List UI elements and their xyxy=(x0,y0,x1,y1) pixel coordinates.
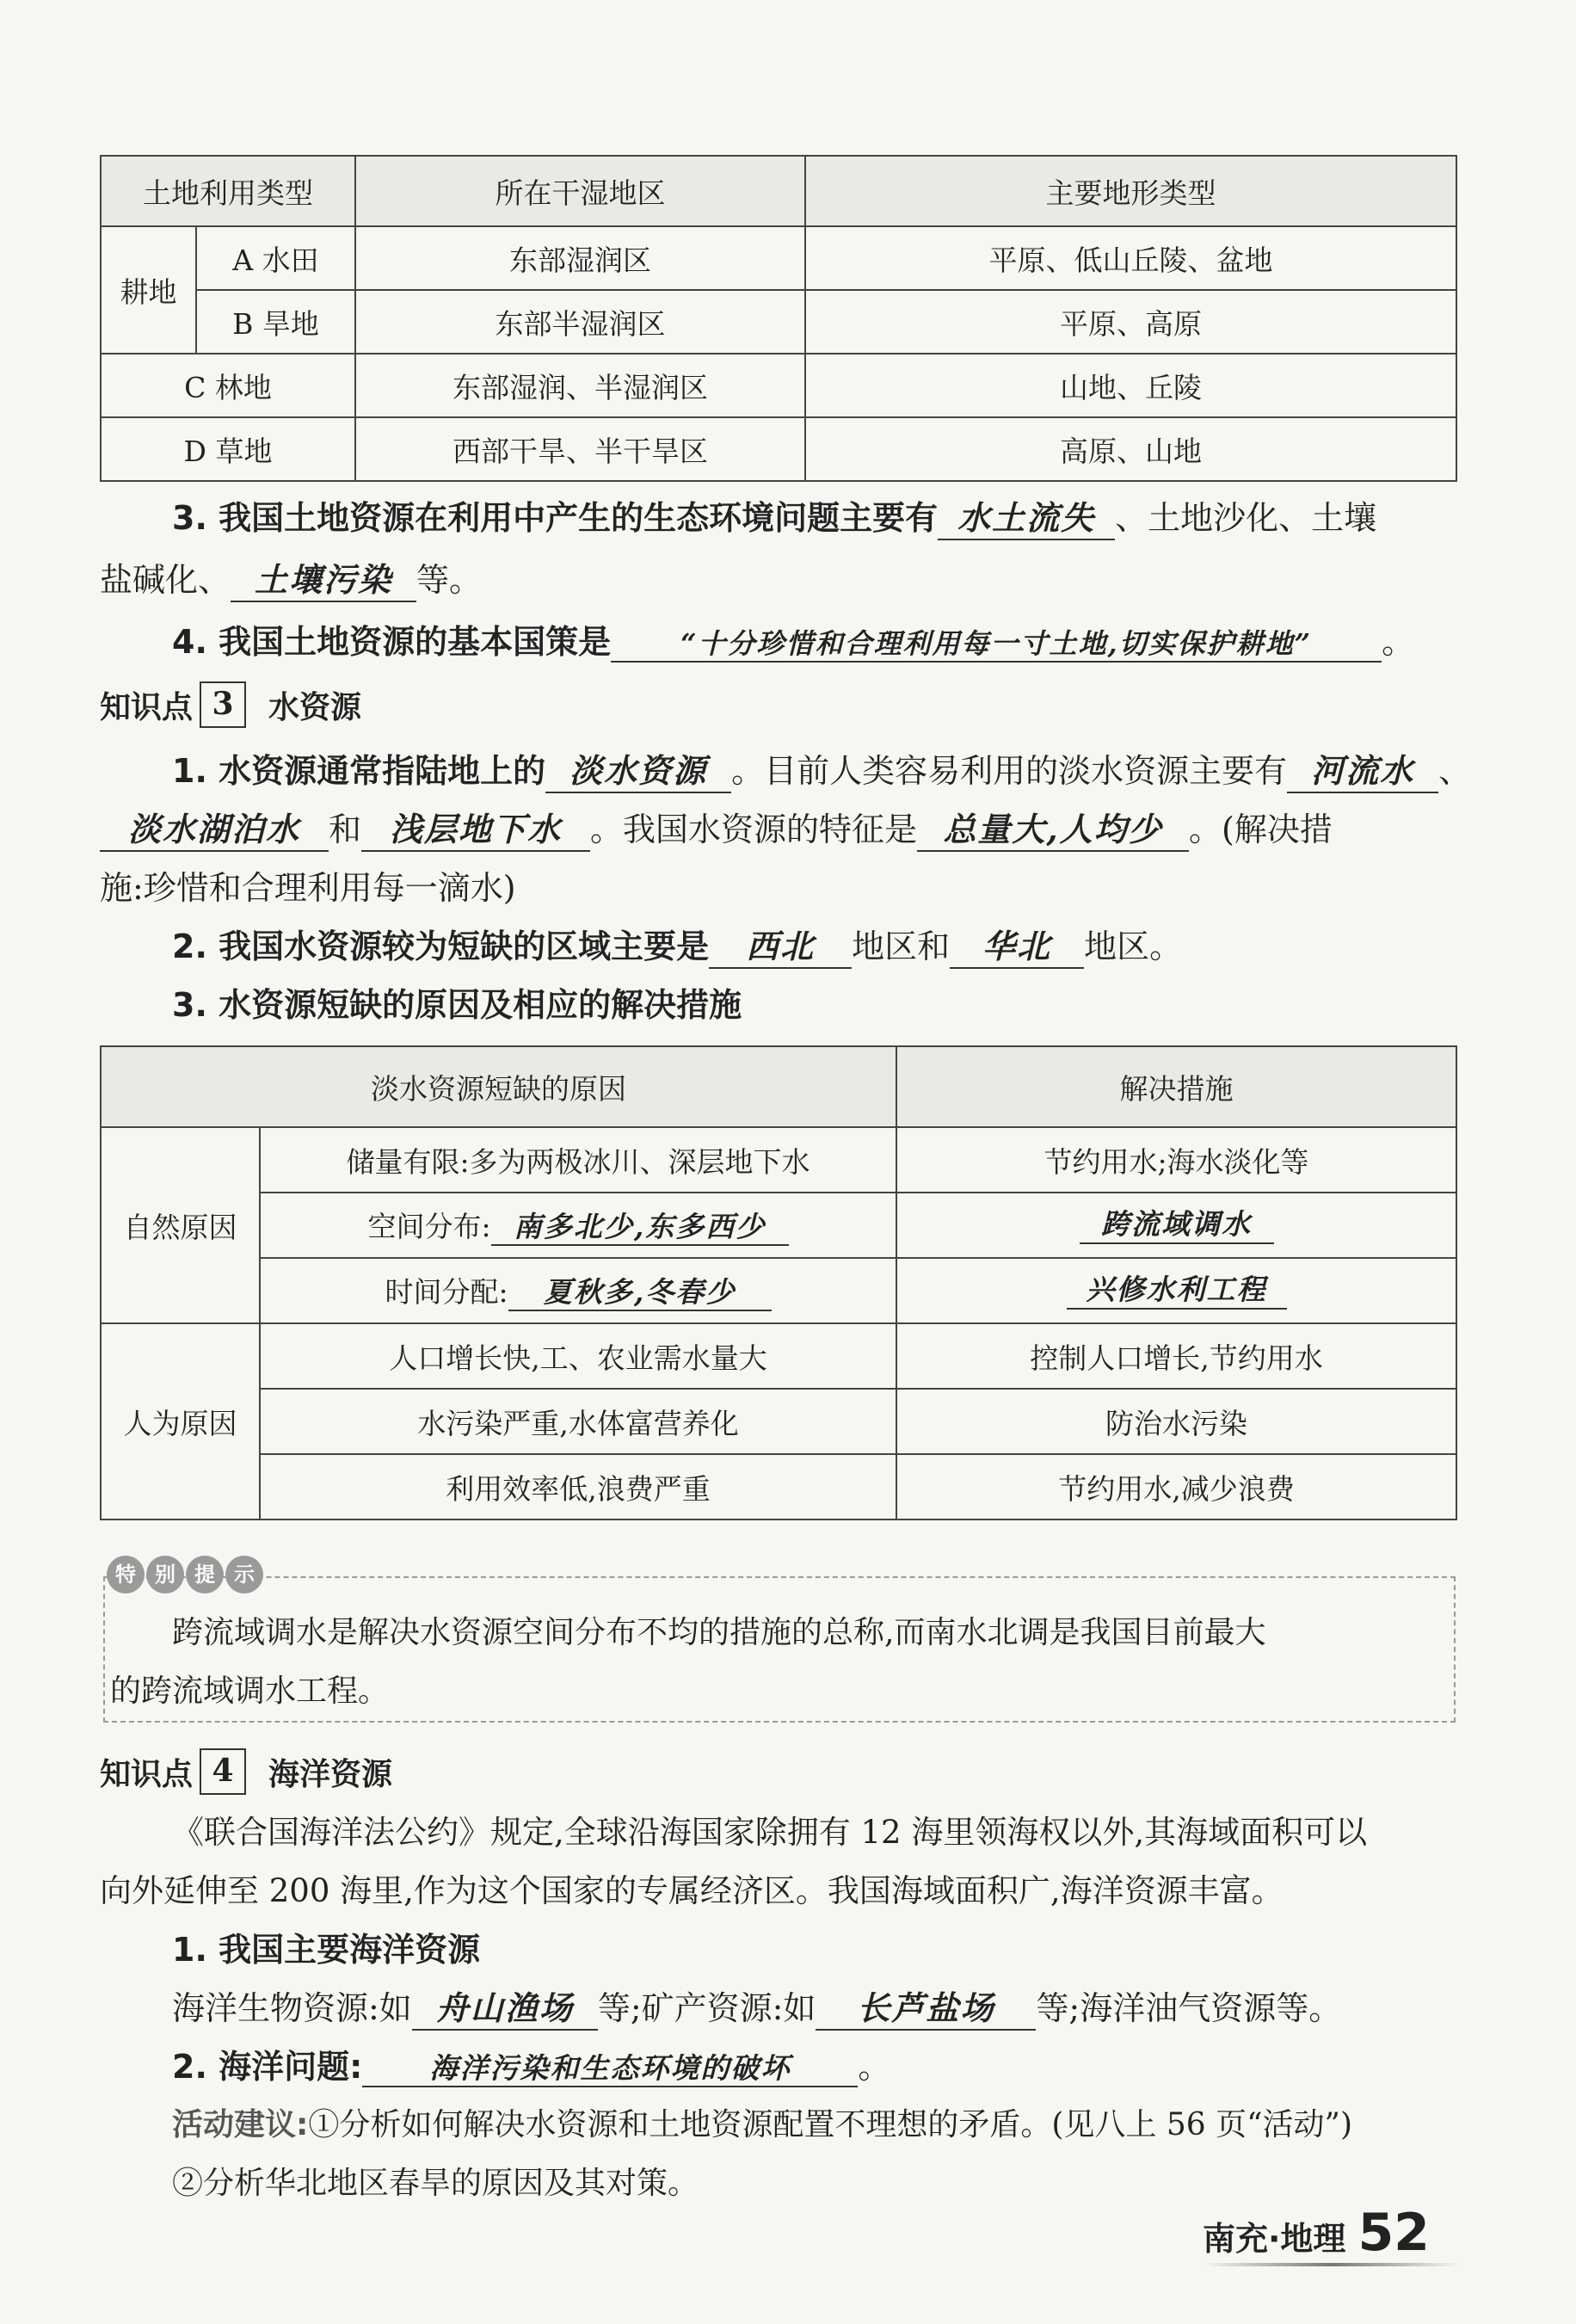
tip-line-2: 的跨流域调水工程。 xyxy=(110,1674,390,1709)
answer-blank: 西北 xyxy=(709,926,852,969)
section-number: 3 xyxy=(200,681,246,728)
cell-terrain: 平原、低山丘陵、盆地 xyxy=(805,226,1456,290)
cell-cause: 利用效率低,浪费严重 xyxy=(260,1454,896,1520)
ocean-question-2: 2. 海洋问题: 海洋污染和生态环境的破坏 。 xyxy=(100,2041,1531,2093)
cell-cause: 水污染严重,水体富营养化 xyxy=(260,1389,896,1454)
answer-blank: 土壤污染 xyxy=(231,559,416,602)
answer-blank: 华北 xyxy=(950,926,1084,969)
cell-type: B 旱地 xyxy=(196,290,355,354)
cell-cause: 时间分配: 夏秋多,冬春少 xyxy=(260,1258,896,1323)
cell-solution: 防治水污染 xyxy=(896,1389,1456,1454)
cell-natural-label: 自然原因 xyxy=(101,1127,260,1323)
cell-cause: 储量有限:多为两极冰川、深层地下水 xyxy=(260,1127,896,1193)
cell-cause: 空间分布: 南多北少,东多西少 xyxy=(260,1193,896,1258)
answer-blank: 淡水资源 xyxy=(545,750,731,793)
cell-solution: 节约用水;海水淡化等 xyxy=(896,1127,1456,1193)
cell-solution: 控制人口增长,节约用水 xyxy=(896,1323,1456,1389)
water-question-1-note: 施:珍惜和合理利用每一滴水) xyxy=(100,869,516,907)
page-footer xyxy=(1203,2203,1430,2263)
land-use-table xyxy=(100,155,1457,482)
table-row xyxy=(101,417,1456,481)
ocean-intro-line-1: 《联合国海洋法公约》规定,全球沿海国家除拥有 12 海里领海权以外,其海域面积可以 xyxy=(172,1814,1368,1851)
cell-type: C 林地 xyxy=(101,354,355,417)
answer-blank: 海洋污染和生态环境的破坏 xyxy=(362,2050,858,2087)
answer-blank: 淡水湖泊水 xyxy=(100,809,329,852)
land-question-4: 4. 我国土地资源的基本国策是 “十分珍惜和合理利用每一寸土地,切实保护耕地” 。 xyxy=(172,623,1415,661)
header-land-type: 土地利用类型 xyxy=(101,156,355,226)
section-number: 4 xyxy=(200,1748,246,1795)
table-row xyxy=(101,1389,1456,1454)
cell-type: D 草地 xyxy=(101,417,355,481)
water-shortage-table xyxy=(100,1045,1457,1520)
answer-blank: 跨流域调水 xyxy=(1080,1206,1274,1243)
cell-zone: 东部湿润区 xyxy=(355,226,805,290)
footer-title: 南充·地理 xyxy=(1203,2220,1346,2258)
water-question-3-title: 3. 水资源短缺的原因及相应的解决措施 xyxy=(172,986,742,1024)
header-solution: 解决措施 xyxy=(896,1046,1456,1127)
ocean-question-1: 海洋生物资源:如 舟山渔场 等;矿产资源:如 长芦盐场 等;海洋油气资源等。 xyxy=(100,1982,1531,2034)
cell-solution xyxy=(896,1193,1456,1258)
table-row xyxy=(101,226,1456,290)
land-question-3: 3. 我国土地资源在利用中产生的生态环境问题主要有 水土流失 、土地沙化、土壤 xyxy=(100,492,1531,544)
answer-blank: 夏秋多,冬春少 xyxy=(508,1274,772,1311)
cell-cause: 人口增长快,工、农业需水量大 xyxy=(260,1323,896,1389)
activity-line-1: 活动建议:①分析如何解决水资源和土地资源配置不理想的矛盾。(见八上 56 页“活动”) xyxy=(172,2107,1353,2142)
table-row xyxy=(101,1454,1456,1520)
table-row xyxy=(101,1258,1456,1323)
cell-type: A 水田 xyxy=(196,226,355,290)
activity-line-2: ②分析华北地区春旱的原因及其对策。 xyxy=(172,2166,699,2201)
water-question-1: 1. 水资源通常指陆地上的 淡水资源 。目前人类容易利用的淡水资源主要有 河流水 、 xyxy=(100,745,1531,797)
footer-rule xyxy=(1203,2263,1461,2266)
cell-terrain: 平原、高原 xyxy=(805,290,1456,354)
section-4-heading: 知识点 4 海洋资源 xyxy=(100,1748,392,1795)
table-row xyxy=(101,1193,1456,1258)
answer-blank: “十分珍惜和合理利用每一寸土地,切实保护耕地” xyxy=(611,626,1382,663)
answer-blank: 河流水 xyxy=(1287,750,1438,793)
table-row xyxy=(101,354,1456,417)
cell-zone: 西部干旱、半干旱区 xyxy=(355,417,805,481)
table-row xyxy=(101,1127,1456,1193)
cell-terrain: 山地、丘陵 xyxy=(805,354,1456,417)
cell-zone: 东部半湿润区 xyxy=(355,290,805,354)
cell-farmland-label: 耕地 xyxy=(101,226,196,354)
special-tip-badge: 特 别 提 示 xyxy=(107,1556,263,1594)
table-row xyxy=(101,290,1456,354)
cell-solution: 节约用水,减少浪费 xyxy=(896,1454,1456,1520)
section-3-heading: 知识点 3 水资源 xyxy=(100,681,361,728)
cell-terrain: 高原、山地 xyxy=(805,417,1456,481)
water-question-2: 2. 我国水资源较为短缺的区域主要是 西北 地区和 华北 地区。 xyxy=(100,921,1531,972)
answer-blank: 总量大,人均少 xyxy=(917,809,1189,852)
water-question-1-cont: 淡水湖泊水 和 浅层地下水 。我国水资源的特征是 总量大,人均少 。(解决措 xyxy=(100,804,1459,855)
header-terrain: 主要地形类型 xyxy=(805,156,1456,226)
cell-zone: 东部湿润、半湿润区 xyxy=(355,354,805,417)
table-row xyxy=(101,1323,1456,1389)
tip-line-1: 跨流域调水是解决水资源空间分布不均的措施的总称,而南水北调是我国目前最大 xyxy=(172,1615,1266,1650)
ocean-question-1-title: 1. 我国主要海洋资源 xyxy=(172,1931,481,1969)
page-number: 52 xyxy=(1357,2203,1430,2263)
header-dry-wet-zone: 所在干湿地区 xyxy=(355,156,805,226)
answer-blank: 南多北少,东多西少 xyxy=(491,1209,789,1246)
header-cause: 淡水资源短缺的原因 xyxy=(101,1046,896,1127)
cell-solution xyxy=(896,1258,1456,1323)
cell-human-label: 人为原因 xyxy=(101,1323,260,1520)
answer-blank: 水土流失 xyxy=(938,497,1115,540)
ocean-intro-line-2: 向外延伸至 200 海里,作为这个国家的专属经济区。我国海域面积广,海洋资源丰富。 xyxy=(100,1872,1284,1909)
answer-blank: 浅层地下水 xyxy=(361,809,590,852)
land-question-3-cont: 盐碱化、 土壤污染 等。 xyxy=(100,554,1459,606)
answer-blank: 长芦盐场 xyxy=(816,1988,1036,2031)
answer-blank: 舟山渔场 xyxy=(412,1988,598,2031)
activity-label: 活动建议: xyxy=(172,2107,309,2142)
answer-blank: 兴修水利工程 xyxy=(1067,1272,1287,1309)
